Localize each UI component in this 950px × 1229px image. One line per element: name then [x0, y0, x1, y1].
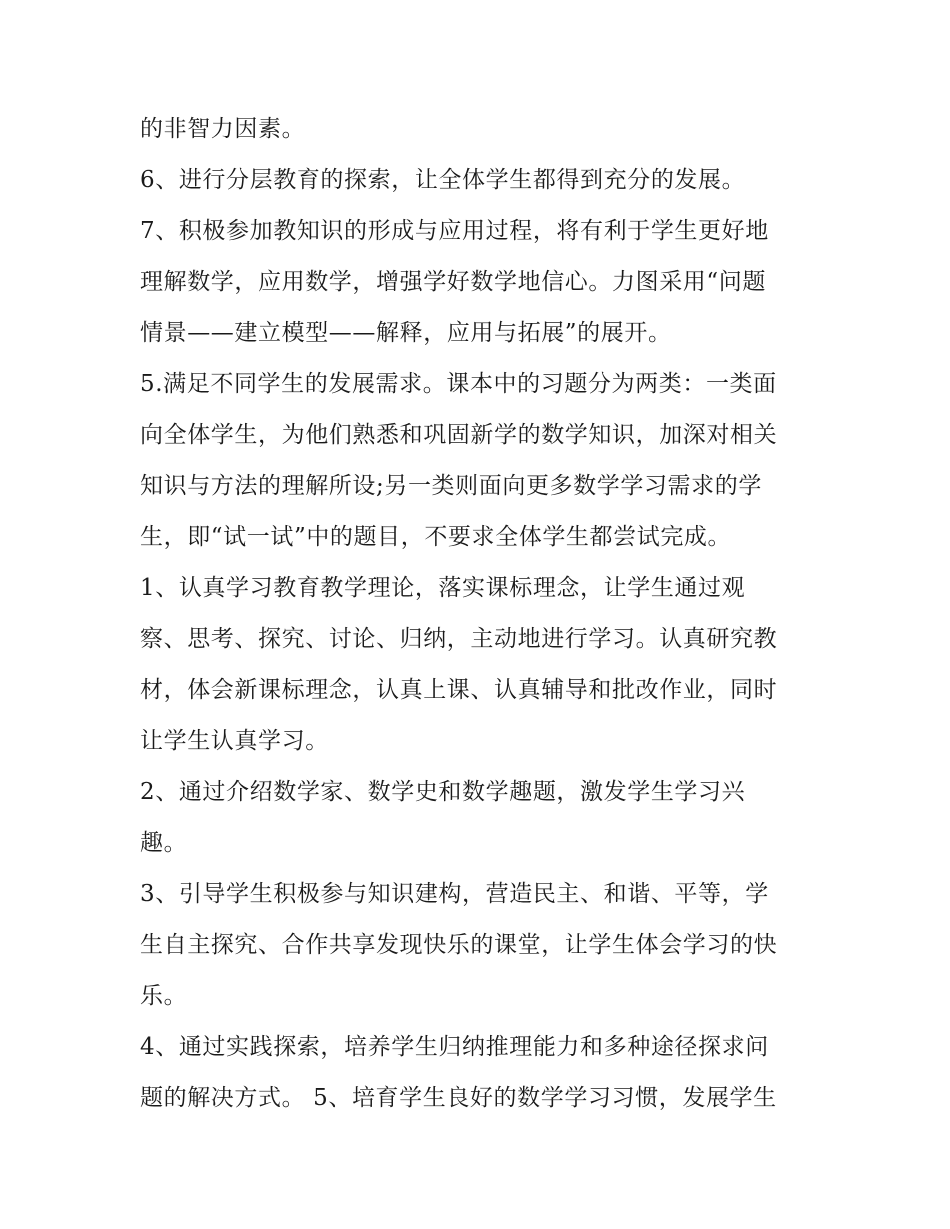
text-line: 的非智力因素。: [140, 116, 306, 142]
text-line: 理解数学，应用数学，增强学好数学地信心。力图采用“问题: [140, 269, 766, 295]
text-line: 3、引导学生积极参与知识建构，营造民主、和谐、平等，学: [140, 881, 769, 907]
text-line: 1、认真学习教育教学理论，落实课标理念，让学生通过观: [140, 575, 746, 601]
text-line: 5.满足不同学生的发展需求。课本中的习题分为两类：一类面: [140, 371, 777, 397]
text-line: 察、思考、探究、讨论、归纳，主动地进行学习。认真研究教: [140, 626, 778, 652]
text-line: 让学生认真学习。: [140, 728, 329, 754]
text-line: 7、积极参加教知识的形成与应用过程，将有利于学生更好地: [140, 218, 769, 244]
text-line: 4、通过实践探索，培养学生归纳推理能力和多种途径探求问: [140, 1034, 769, 1060]
text-line: 乐。: [140, 983, 188, 1009]
text-line: 向全体学生，为他们熟悉和巩固新学的数学知识，加深对相关: [140, 422, 778, 448]
text-line: 情景——建立模型——解释，应用与拓展”的展开。: [140, 320, 672, 346]
text-line: 知识与方法的理解所设;另一类则面向更多数学学习需求的学: [140, 473, 762, 499]
text-line: 生自主探究、合作共享发现快乐的课堂，让学生体会学习的快: [140, 932, 778, 958]
document-body: [140, 104, 820, 1124]
text-line: 6、进行分层教育的探索，让全体学生都得到充分的发展。: [140, 167, 746, 193]
text-line: 材，体会新课标理念，认真上课、认真辅导和批改作业，同时: [140, 677, 778, 703]
text-line: 趣。: [140, 830, 188, 856]
text-line: 生，即“试一试”中的题目，不要求全体学生都尝试完成。: [140, 524, 732, 550]
text-line: 2、通过介绍数学家、数学史和数学趣题，激发学生学习兴: [140, 779, 746, 805]
text-line: 题的解决方式。 5、培育学生良好的数学学习习惯，发展学生: [140, 1085, 777, 1111]
